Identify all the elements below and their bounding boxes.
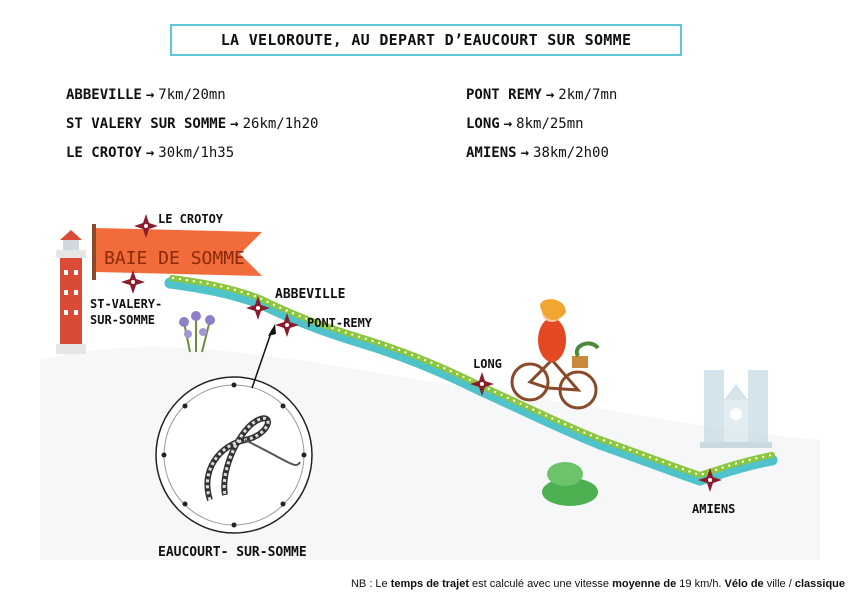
- arrow-right-icon: →: [545, 87, 555, 103]
- label-st-valery-2: SUR-SOMME: [90, 313, 156, 327]
- label-amiens: AMIENS: [692, 502, 736, 516]
- st-valery-marker-icon: [121, 270, 145, 294]
- label-long: LONG: [473, 357, 502, 371]
- label-le-crotoy: LE CROTOY: [158, 212, 224, 226]
- arrow-right-icon: →: [520, 145, 530, 161]
- arrow-head-icon: [268, 324, 276, 336]
- footnote: [351, 578, 845, 590]
- footnote-bold: Vélo de: [724, 578, 764, 590]
- cathedral-icon: [700, 370, 772, 448]
- distance-value: 2km/7mn: [558, 87, 618, 103]
- distance-value: 26km/1h20: [242, 116, 319, 132]
- label-st-valery-1: ST-VALERY-: [90, 297, 163, 311]
- distance-place: LONG: [466, 116, 500, 132]
- footnote-bold: moyenne de: [612, 578, 677, 590]
- cyclist-icon: [512, 299, 598, 408]
- page-title-text: LA VELOROUTE, AU DEPART D’EAUCOURT SUR SOMME: [220, 31, 632, 49]
- footnote-text: NB : Le: [350, 578, 391, 590]
- label-pont-remy: PONT-REMY: [307, 316, 373, 330]
- lavender-icon: [179, 311, 215, 352]
- lighthouse-icon: [56, 230, 86, 354]
- footnote-text: est calculé avec une vitesse: [468, 578, 613, 590]
- distance-value: 7km/20mn: [158, 87, 226, 103]
- distance-place: ST VALERY SUR SOMME: [66, 116, 227, 132]
- arrow-right-icon: →: [230, 116, 239, 132]
- arrow-right-icon: →: [145, 145, 155, 161]
- footnote-bold: classique: [794, 578, 845, 590]
- arrow-right-icon: →: [503, 116, 513, 132]
- label-abbeville: ABBEVILLE: [275, 287, 346, 302]
- distance-place: LE CROTOY: [66, 145, 142, 161]
- distance-place: ABBEVILLE: [66, 87, 142, 103]
- distance-value: 30km/1h35: [158, 145, 235, 161]
- footnote-text: ville /: [763, 578, 795, 590]
- footnote-bold: temps de trajet: [390, 578, 469, 590]
- label-eaucourt: EAUCOURT- SUR-SOMME: [158, 545, 307, 560]
- distance-place: AMIENS: [466, 145, 517, 161]
- arrow-right-icon: →: [145, 87, 155, 103]
- footnote-text: 19 km/h.: [676, 578, 725, 590]
- distance-value: 8km/25mn: [516, 116, 584, 132]
- distance-place: PONT REMY: [466, 87, 542, 103]
- banner-text: BAIE DE SOMME: [104, 248, 245, 269]
- distance-value: 38km/2h00: [533, 145, 609, 161]
